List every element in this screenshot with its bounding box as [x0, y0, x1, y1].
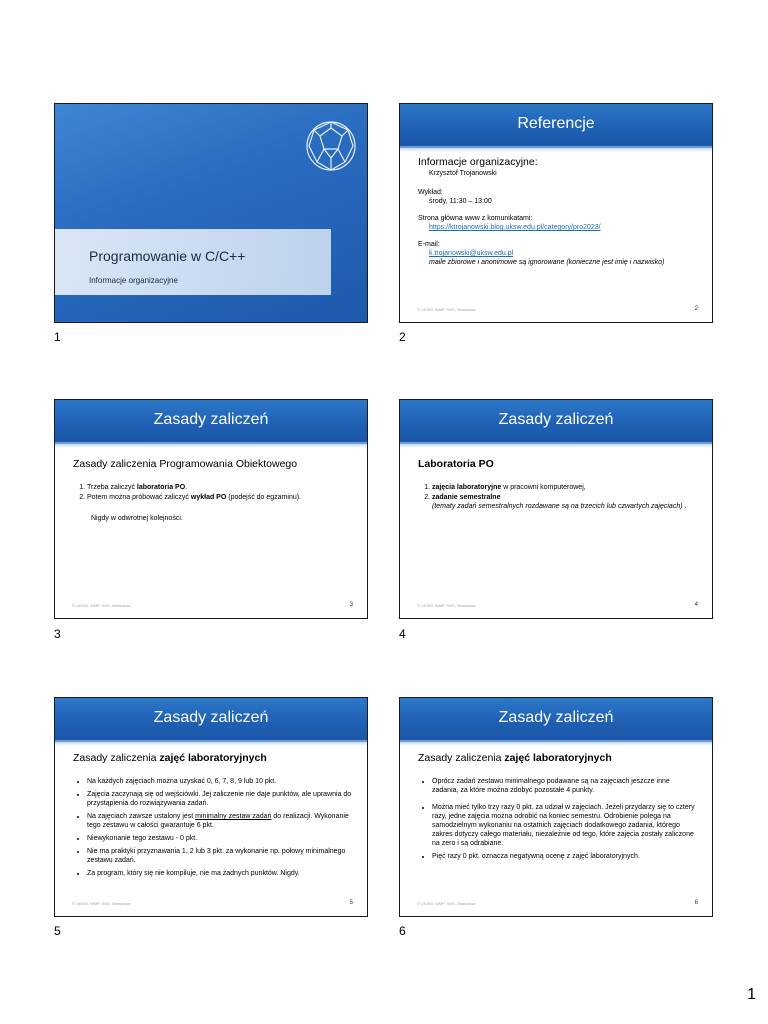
lab-list [418, 483, 698, 511]
slide-3 [54, 399, 368, 619]
note-text: Nigdy w odwrotnej kolejności. [91, 515, 183, 522]
slide-title: Zasady zaliczeń [498, 411, 614, 428]
slide-number: 6 [399, 924, 406, 938]
slide-number: 2 [399, 330, 406, 344]
rules-list [418, 777, 698, 861]
slide-subtitle: Informacje organizacyjne [89, 276, 178, 285]
slide-title: Zasady zaliczeń [153, 709, 269, 726]
www-link[interactable]: https://ktrojanowski.blog.uksw.edu.pl/category/pro2023/ [429, 224, 601, 231]
slide-header [400, 400, 712, 444]
list-item: 1. zajęcia laboratoryjne w pracowni komputerowej, [432, 483, 698, 492]
slide-title: Programowanie w C/C++ [89, 248, 246, 264]
email-link[interactable]: k.trojanowski@uksw.edu.pl [429, 250, 514, 257]
list-item: • Można mieć tylko trzy razy 0 pkt. za udział w zajęciach. Jeżeli przydarzy się to cztery razy, jedne zajęcia można odrobić na koniec semestru. Odrobienie polega na samodzielnym wykonaniu na ostatnich zajęciach dodatkowego zadania, którego zakres dotyczy całego materiału, niezależnie od tego, które zajęcia zostały zaliczone na zero i są odrabiane. [432, 803, 698, 848]
slide-title: Zasady zaliczeń [498, 709, 614, 726]
slide-page: 6 [694, 900, 698, 906]
slide-footer: © UKSW, WMP. SNS, Warszawa [72, 901, 131, 906]
list-item: 1. Trzeba zaliczyć laboratoria PO. [87, 483, 353, 492]
section-heading: Zasady zaliczenia zajęć laboratoryjnych [73, 752, 267, 764]
slide-footer: © UKSW, WMP. SNS, Warszawa [417, 307, 476, 312]
slide-number: 1 [54, 330, 61, 344]
slide-4 [399, 399, 713, 619]
list-item: • Na każdych zajęciach można uzyskać 0, 6, 7, 8, 9 lub 10 pkt. [87, 777, 353, 786]
slide-header [55, 400, 367, 444]
list-item: 2. Potem można próbować zaliczyć wykład PO (podejść do egzaminu). [87, 493, 353, 502]
slide-number: 4 [399, 627, 406, 641]
email-label: E-mail: [418, 241, 440, 248]
rules-list [73, 483, 353, 502]
slide-6 [399, 697, 713, 917]
slide-number: 5 [54, 924, 61, 938]
slide-header [400, 698, 712, 742]
slide-2 [399, 103, 713, 323]
list-item: • Pięć razy 0 pkt. oznacza negatywną ocenę z zajęć laboratoryjnych. [432, 852, 698, 861]
slide-footer: © UKSW, WMP. SNS, Warszawa [417, 603, 476, 608]
slide-header [400, 104, 712, 148]
rules-list [73, 777, 353, 878]
list-item: 2. zadanie semestralne (tematy zadań semestralnych rozdawane są na trzecich lub czwartych zajęciach) . [432, 493, 698, 511]
slide-page: 4 [694, 602, 698, 608]
list-item: • Oprócz zadań zestawu minimalnego podawane są na zajęciach jeszcze inne zadania, za które można zdobyć pozostałe 4 punkty. [432, 777, 698, 795]
list-item: • Za program, który się nie kompiluje, nie ma żadnych punktów. Nigdy. [87, 869, 353, 878]
author-name: Krzysztof Trojanowski [429, 170, 497, 177]
lecture-label: Wykład: [418, 189, 443, 196]
slide-footer: © UKSW, WMP. SNS, Warszawa [72, 603, 131, 608]
email-note: maile zbiorowe i anonimowe są ignorowane (konieczne jest imię i nazwisko) [429, 259, 665, 266]
slide-5 [54, 697, 368, 917]
slide-1 [54, 103, 368, 323]
section-heading: Zasady zaliczenia Programowania Obiektowego [73, 458, 298, 470]
section-heading: Zasady zaliczenia zajęć laboratoryjnych [418, 752, 612, 764]
list-item: • Niewykonanie tego zestawu - 0 pkt. [87, 834, 353, 843]
www-label: Strona główna www z komunikatami: [418, 215, 533, 222]
slide-header [55, 698, 367, 742]
list-item: • Nie ma praktyki przyznawania 1, 2 lub 3 pkt. za wykonanie np. połowy minimalnego zestawu zadań. [87, 847, 353, 865]
list-item: • Na zajęciach zawsze ustalony jest minimalny zestaw zadań do realizacji. Wykonanie tego zestawu w całości gwarantuje 6 pkt. [87, 812, 353, 830]
slide-title: Zasady zaliczeń [153, 411, 269, 428]
slide-page: 3 [349, 602, 353, 608]
section-heading: Informacje organizacyjne: [418, 156, 538, 168]
section-heading: Laboratoria PO [418, 458, 494, 470]
list-item: • Zajęcia zaczynają się od wejściówki. Jej zaliczenie nie daje punktów, ale uprawnia do przystąpienia do rozwiązywania zadań. [87, 790, 353, 808]
slide-page: 5 [349, 900, 353, 906]
slide-title: Referencje [517, 115, 595, 132]
slide-number: 3 [54, 627, 61, 641]
molecule-icon [301, 116, 361, 176]
slide-page: 2 [694, 306, 698, 312]
lecture-time: środy, 11:30 – 13:00 [429, 198, 492, 205]
page-number: 1 [747, 986, 756, 1003]
slide-footer: © UKSW, WMP. SNS, Warszawa [417, 901, 476, 906]
